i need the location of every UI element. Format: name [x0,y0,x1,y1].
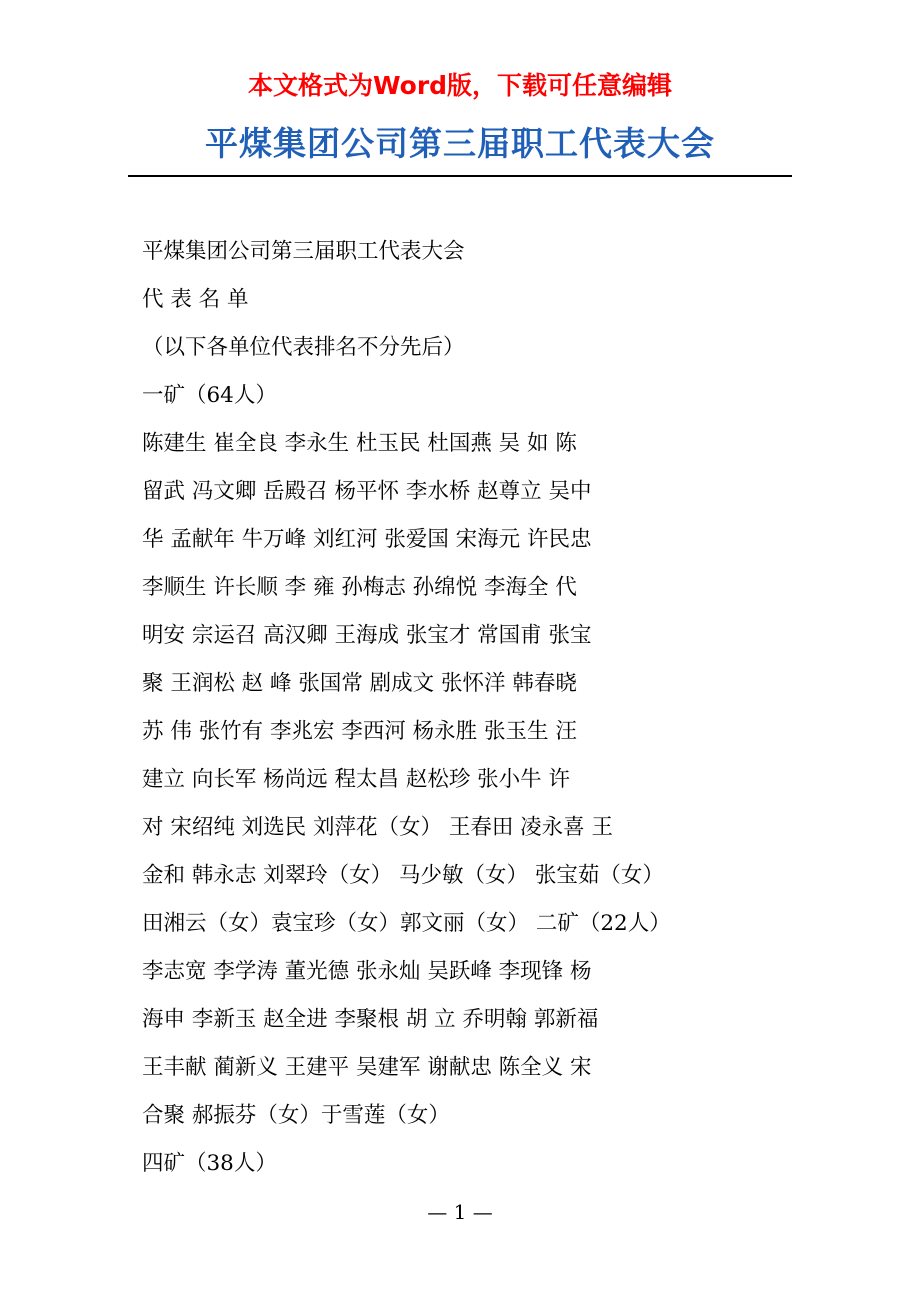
name-list-line: 明安 宗运召 高汉卿 王海成 张宝才 常国甫 张宝 [142,623,592,648]
name-list-line: 留武 冯文卿 岳殿召 杨平怀 李水桥 赵尊立 吴中 [142,479,592,504]
page-number: — 1 — [427,1200,493,1224]
name-list-line: 王丰献 蔺新义 王建平 吴建军 谢献忠 陈全义 宋 [142,1055,592,1080]
name-list-line: 陈建生 崔全良 李永生 杜玉民 杜国燕 吴 如 陈 [142,431,577,456]
name-list-line: 合聚 郝振芬（女）于雪莲（女） [142,1103,450,1128]
name-list-line: 田湘云（女）袁宝珍（女）郭文丽（女） 二矿（22人） [142,911,671,936]
name-list-line: 对 宋绍纯 刘选民 刘萍花（女） 王春田 凌永喜 王 [142,815,614,840]
document-title: 平煤集团公司第三届职工代表大会 [205,124,715,163]
title-divider [128,175,792,177]
name-list-line: 李志宽 李学涛 董光德 张永灿 吴跃峰 李现锋 杨 [142,959,592,984]
name-list-line: 金和 韩永志 刘翠玲（女） 马少敏（女） 张宝茹（女） [142,863,664,888]
name-list-line: 华 孟献年 牛万峰 刘红河 张爱国 宋海元 许民忠 [142,527,592,552]
name-list-line: 苏 伟 张竹有 李兆宏 李西河 杨永胜 张玉生 汪 [142,719,577,744]
name-list-line: 李顺生 许长顺 李 雍 孙梅志 孙绵悦 李海全 代 [142,575,577,600]
section-heading-mine-1: 一矿（64人） [142,383,277,408]
ordering-note-line: （以下各单位代表排名不分先后） [142,335,465,360]
download-notice: 本文格式为Word版，下载可任意编辑 [247,71,673,100]
name-list-line: 聚 王润松 赵 峰 张国常 剧成文 张怀洋 韩春晓 [142,671,577,696]
list-heading-line: 代 表 名 单 [142,287,249,312]
name-list-line: 海申 李新玉 赵全进 李聚根 胡 立 乔明翰 郭新福 [142,1007,599,1032]
name-list-line: 建立 向长军 杨尚远 程太昌 赵松珍 张小牛 许 [142,767,571,792]
section-heading-mine-4: 四矿（38人） [142,1151,277,1176]
meeting-name-line: 平煤集团公司第三届职工代表大会 [142,239,465,264]
document-body [142,228,792,1188]
